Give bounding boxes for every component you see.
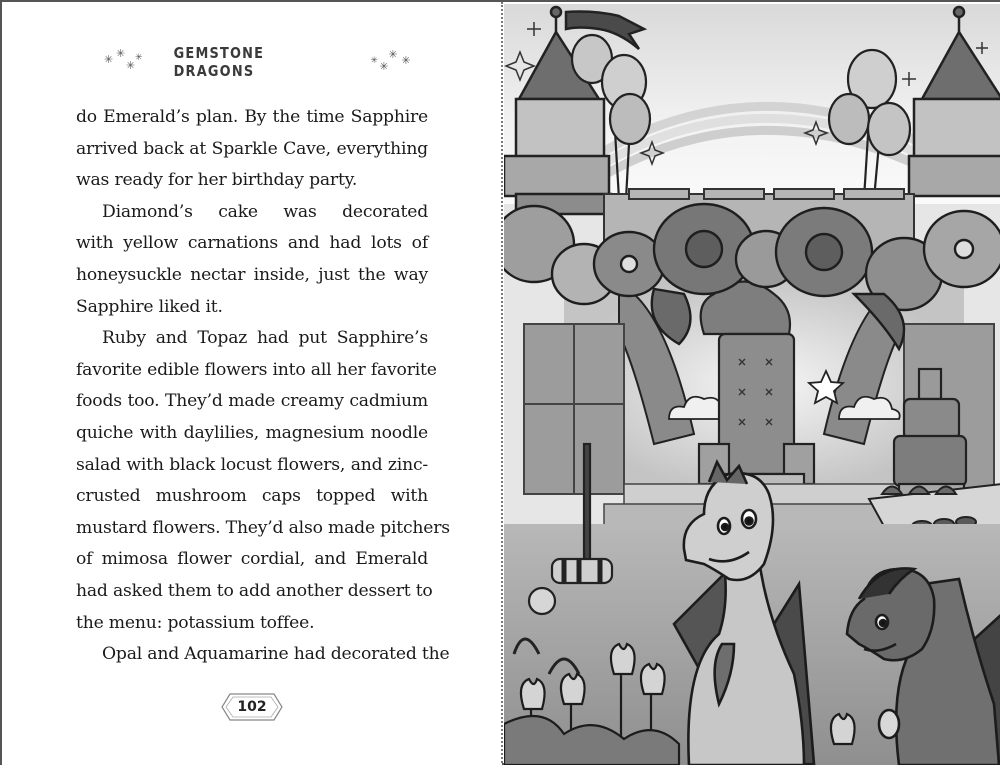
page-number: 102 [237, 699, 267, 715]
text-line: honeysuckle nectar inside, just the way [76, 264, 428, 285]
text-line: mustard flowers. They’d also made pitchers [76, 517, 450, 538]
text-line: was ready for her birthday party. [76, 170, 358, 191]
text-line: favorite edible flowers into all her favorite [76, 359, 437, 380]
text-line: Opal and Aquamarine had decorated the [102, 644, 450, 665]
text-line: Diamond’s cake was decorated [102, 201, 428, 222]
croquet-mallet-head [552, 559, 612, 583]
left-page [2, 2, 502, 765]
text-line: Ruby and Topaz had put Sapphire’s [102, 328, 428, 349]
text-line: salad with black locust flowers, and zinc- [76, 454, 428, 475]
text-line: arrived back at Sparkle Cave, everything [76, 138, 428, 159]
page-gutter [501, 2, 503, 765]
croquet-mallet-handle [584, 444, 590, 574]
stage-windows-left [524, 324, 624, 494]
text-line: with yellow carnations and had lots of [76, 233, 428, 254]
text-line: crusted mushroom caps topped with [76, 486, 428, 507]
party-illustration [504, 4, 1000, 765]
body-text [76, 102, 450, 671]
text-line: Sapphire liked it. [76, 296, 223, 317]
book-title: GEMSTONE DRAGONS [173, 44, 264, 80]
running-header [102, 44, 412, 80]
text-line: the menu: potassium toffee. [76, 612, 315, 633]
text-line: had asked them to add another dessert to [76, 580, 433, 601]
croquet-ball [529, 588, 555, 614]
sparkle-cluster-right-icon: ✳ ✳ ✳ ✳ [370, 48, 411, 73]
sparkle-cluster-left-icon: ✳ ✳ ✳ ✳ [104, 47, 143, 72]
text-line: do Emerald’s plan. By the time Sapphire [76, 107, 428, 127]
page-number-badge [220, 692, 284, 722]
text-line: foods too. They’d made creamy cadmium [76, 391, 428, 412]
text-line: quiche with daylilies, magnesium noodle [76, 422, 428, 443]
text-line: of mimosa flower cordial, and Emerald [76, 549, 428, 570]
